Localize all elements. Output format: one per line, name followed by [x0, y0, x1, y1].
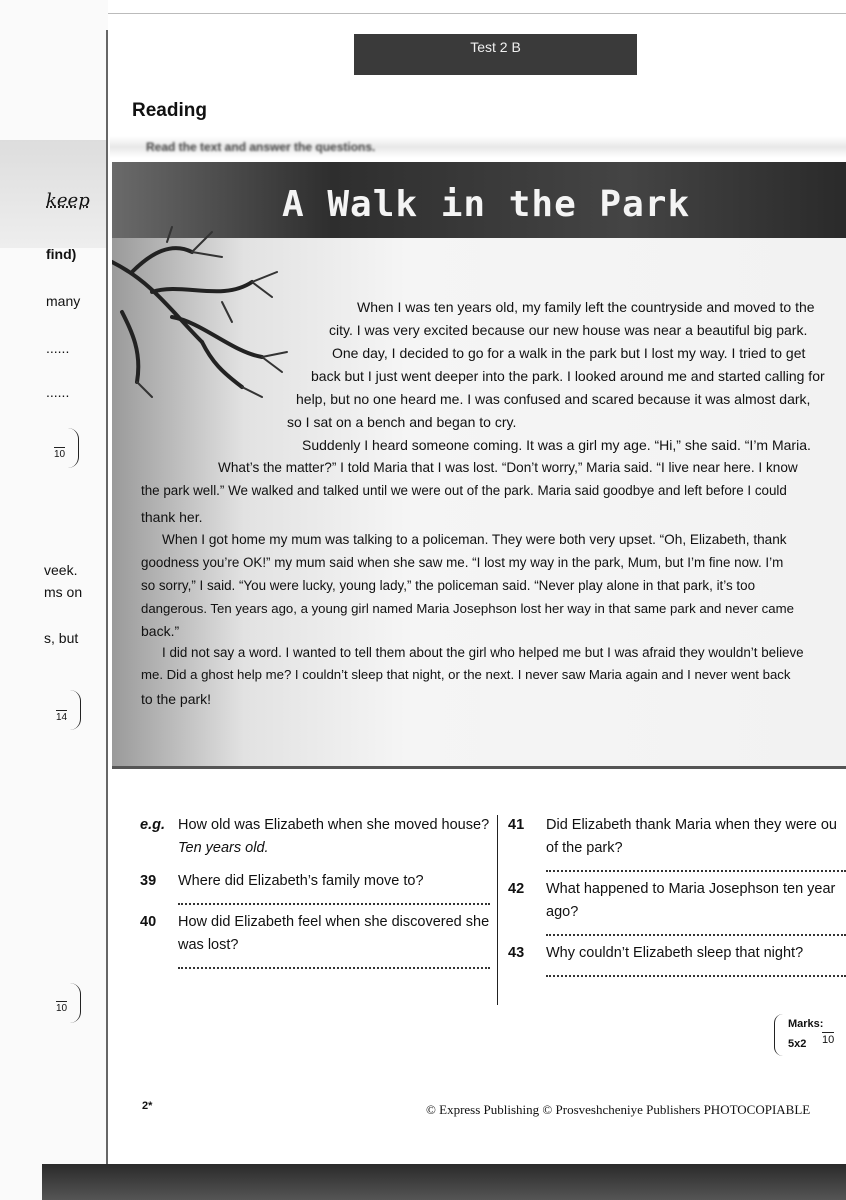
question-text: What happened to Maria Josephson ten year ago?: [546, 881, 836, 920]
marks-multiplier: 5x2: [788, 1038, 807, 1050]
edge-find: find): [46, 246, 77, 262]
story-line-12: goodness you’re OK!” my mum said when she saw me. “I lost my way in the park, Mum, but I’m fine now. I’m: [141, 555, 784, 570]
section-title: Reading: [132, 100, 207, 121]
story-line-11: When I got home my mum was talking to a policeman. They were both very upset. “Oh, Elizabeth, thank: [162, 532, 787, 547]
story-line-16: I did not say a word. I wanted to tell them about the girl who helped me but I was afraid they wouldn’t believe: [162, 645, 804, 660]
edge-score-3: 10: [56, 1003, 68, 1014]
question-text: How old was Elizabeth when she moved house?: [178, 817, 490, 833]
question-number: 43: [508, 945, 525, 961]
top-rule: [0, 13, 846, 14]
page-number: 2*: [142, 1100, 153, 1112]
question-number: 41: [508, 817, 525, 833]
question-41: [508, 814, 846, 872]
question-40: [140, 911, 490, 969]
question-43: [508, 942, 846, 977]
question-text: Where did Elizabeth’s family move to?: [178, 873, 424, 889]
edge-brace-2: [70, 690, 81, 730]
instruction-text: Read the text and answer the questions.: [146, 140, 376, 154]
answer-line[interactable]: [546, 924, 846, 936]
question-42: [508, 878, 846, 936]
marks-brace: [774, 1014, 783, 1056]
story-line-2: city. I was very excited because our new house was near a beautiful big park.: [329, 322, 808, 338]
story-line-13: so sorry,” I said. “You were lucky, young lady,” the policeman said. “Never play alone in that park, it’s too: [141, 578, 756, 593]
story-title: A Walk in the Park: [282, 184, 691, 225]
instruction-line: [110, 136, 846, 158]
answer-line[interactable]: [546, 860, 846, 872]
answer-line[interactable]: [178, 957, 490, 969]
story-line-4: back but I just went deeper into the park. I looked around me and started calling for: [311, 368, 825, 384]
tree-branches-illustration: [112, 222, 312, 402]
questions-right-column: [508, 814, 846, 983]
story-line-15: back.”: [141, 623, 180, 639]
answer-line[interactable]: [178, 893, 490, 905]
example-answer: Ten years old.: [178, 840, 269, 856]
question-text: How did Elizabeth feel when she discovered she was lost?: [178, 914, 490, 953]
story-line-17: me. Did a ghost help me? I couldn’t sleep that night, or the next. I never saw Maria again and I never went back: [141, 667, 791, 682]
question-text: Why couldn’t Elizabeth sleep that night?: [546, 945, 804, 961]
question-number: e.g.: [140, 817, 165, 833]
edge-s-but: s, but: [44, 630, 79, 646]
edge-many: many: [46, 293, 81, 309]
story-line-14: dangerous. Ten years ago, a young girl named Maria Josephson lost her way in that same park and never came: [141, 601, 794, 616]
question-number: 40: [140, 914, 157, 930]
edge-dots-1: ......: [46, 340, 70, 356]
story-line-3: One day, I decided to go for a walk in the park but I lost my way. I tried to get: [332, 345, 806, 361]
story-line-1: When I was ten years old, my family left the countryside and moved to the: [357, 299, 815, 315]
questions-left-column: [140, 814, 490, 975]
question-example: [140, 814, 490, 860]
edge-keep: keep: [46, 190, 90, 211]
question-number: 39: [140, 873, 157, 889]
marks-label: Marks:: [788, 1018, 824, 1030]
edge-ms-on: ms on: [44, 584, 83, 600]
marks-total: 10: [822, 1034, 835, 1046]
question-39: [140, 870, 490, 905]
marks-box: [774, 1014, 846, 1058]
story-line-10: thank her.: [141, 509, 203, 525]
question-number: 42: [508, 881, 525, 897]
story-line-6: so I sat on a bench and began to cry.: [287, 414, 517, 430]
story-line-7: Suddenly I heard someone coming. It was a girl my age. “Hi,” she said. “I’m Maria.: [302, 437, 811, 453]
question-text: Did Elizabeth thank Maria when they were ou of the park?: [546, 817, 837, 856]
book-spine: [106, 30, 108, 1165]
edge-score-1: 10: [54, 449, 66, 460]
footer-copyright: © Express Publishing © Prosveshcheniye Publishers PHOTOCOPIABLE: [426, 1102, 811, 1117]
bottom-shadow-bar: [42, 1164, 846, 1200]
story-line-5: help, but no one heard me. I was confused and scared because it was almost dark,: [296, 391, 811, 407]
answer-line[interactable]: [546, 965, 846, 977]
story-line-8: What’s the matter?” I told Maria that I was lost. “Don’t worry,” Maria said. “I live near here. I know: [218, 460, 798, 475]
edge-brace-3: [70, 983, 81, 1023]
story-line-18: to the park!: [141, 691, 212, 707]
edge-dots-2: ......: [46, 384, 70, 400]
column-divider: [497, 815, 498, 1005]
test-banner: Test 2 B: [354, 34, 637, 75]
edge-score-2: 14: [56, 712, 68, 723]
edge-brace-1: [68, 428, 79, 468]
edge-week: veek.: [44, 562, 78, 578]
story-line-9: the park well.” We walked and talked until we were out of the park. Maria said goodbye and left before I could: [141, 483, 787, 498]
